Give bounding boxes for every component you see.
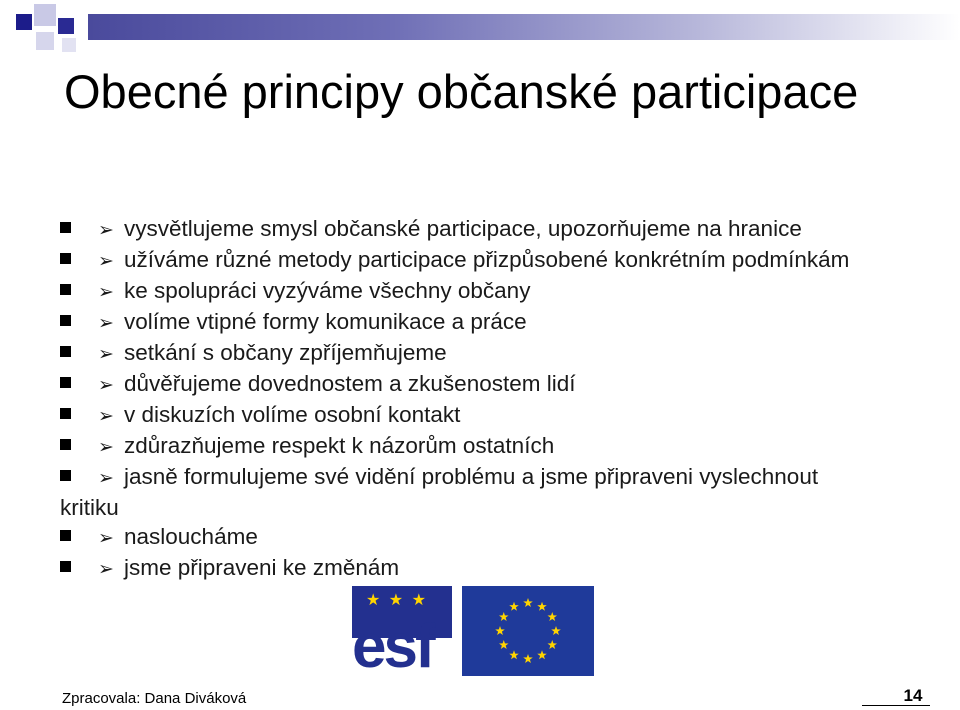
list-item-text: jasně formulujeme své vidění problému a jsme připraveni vyslechnout bbox=[124, 464, 819, 489]
list-item-text: užíváme různé metody participace přizpůsobené konkrétním podmínkám bbox=[124, 247, 850, 272]
arrow-bullet-icon: ➢ bbox=[98, 528, 114, 549]
arrow-bullet-icon: ➢ bbox=[98, 559, 114, 580]
list-item bbox=[60, 369, 930, 400]
arrow-bullet-icon: ➢ bbox=[98, 282, 114, 303]
decor-square bbox=[36, 32, 54, 50]
bullet-list bbox=[60, 214, 930, 584]
list-item-text: v diskuzích volíme osobní kontakt bbox=[124, 402, 461, 427]
square-bullet-icon bbox=[60, 222, 71, 233]
arrow-bullet-icon: ➢ bbox=[98, 220, 114, 241]
square-bullet-icon bbox=[60, 346, 71, 357]
list-item-text: jsme připraveni ke změnám bbox=[124, 555, 400, 580]
slide-title: Obecné principy občanské participace bbox=[64, 65, 859, 118]
list-item bbox=[60, 338, 930, 369]
list-item-text: zdůrazňujeme respekt k názorům ostatních bbox=[124, 433, 555, 458]
decor-square bbox=[34, 4, 56, 26]
page-number: 14 bbox=[903, 686, 923, 705]
square-bullet-icon bbox=[60, 253, 71, 264]
list-item-text: vysvětlujeme smysl občanské participace, upozorňujeme na hranice bbox=[124, 216, 802, 241]
square-bullet-icon bbox=[60, 561, 71, 572]
list-item-text: důvěřujeme dovednostem a zkušenostem lidí bbox=[124, 371, 576, 396]
star-icon: ★ ★ ★ bbox=[366, 592, 428, 609]
list-item bbox=[60, 462, 930, 522]
list-item bbox=[60, 276, 930, 307]
esf-logo-text: esf bbox=[352, 612, 433, 676]
arrow-bullet-icon: ➢ bbox=[98, 468, 114, 489]
arrow-bullet-icon: ➢ bbox=[98, 251, 114, 272]
esf-logo bbox=[352, 586, 452, 676]
eu-flag-stars bbox=[462, 586, 594, 676]
arrow-bullet-icon: ➢ bbox=[98, 313, 114, 334]
list-item-text: ke spolupráci vyzýváme všechny občany bbox=[124, 278, 531, 303]
footer-divider bbox=[862, 705, 930, 706]
arrow-bullet-icon: ➢ bbox=[98, 344, 114, 365]
list-item bbox=[60, 431, 930, 462]
decor-square bbox=[16, 14, 32, 30]
logo-row bbox=[352, 586, 594, 676]
list-item-text: setkání s občany zpříjemňujeme bbox=[124, 340, 447, 365]
list-item-text: nasloucháme bbox=[124, 524, 258, 549]
arrow-bullet-icon: ➢ bbox=[98, 406, 114, 427]
eu-flag-icon bbox=[462, 586, 594, 676]
square-bullet-icon bbox=[60, 377, 71, 388]
list-item bbox=[60, 522, 930, 553]
footer-author: Zpracovala: Dana Diváková bbox=[62, 690, 247, 707]
decor-square bbox=[58, 18, 74, 34]
list-item-text-continuation: kritiku bbox=[60, 495, 119, 520]
square-bullet-icon bbox=[60, 530, 71, 541]
square-bullet-icon bbox=[60, 439, 71, 450]
list-item bbox=[60, 214, 930, 245]
list-item-text: volíme vtipné formy komunikace a práce bbox=[124, 309, 527, 334]
square-bullet-icon bbox=[60, 284, 71, 295]
decor-square bbox=[62, 38, 76, 52]
arrow-bullet-icon: ➢ bbox=[98, 437, 114, 458]
header-gradient-bar bbox=[88, 14, 960, 40]
square-bullet-icon bbox=[60, 408, 71, 419]
header-decoration bbox=[0, 0, 960, 60]
list-item bbox=[60, 245, 930, 276]
list-item bbox=[60, 307, 930, 338]
arrow-bullet-icon: ➢ bbox=[98, 375, 114, 396]
square-bullet-icon bbox=[60, 315, 71, 326]
list-item bbox=[60, 553, 930, 584]
square-bullet-icon bbox=[60, 470, 71, 481]
list-item bbox=[60, 400, 930, 431]
